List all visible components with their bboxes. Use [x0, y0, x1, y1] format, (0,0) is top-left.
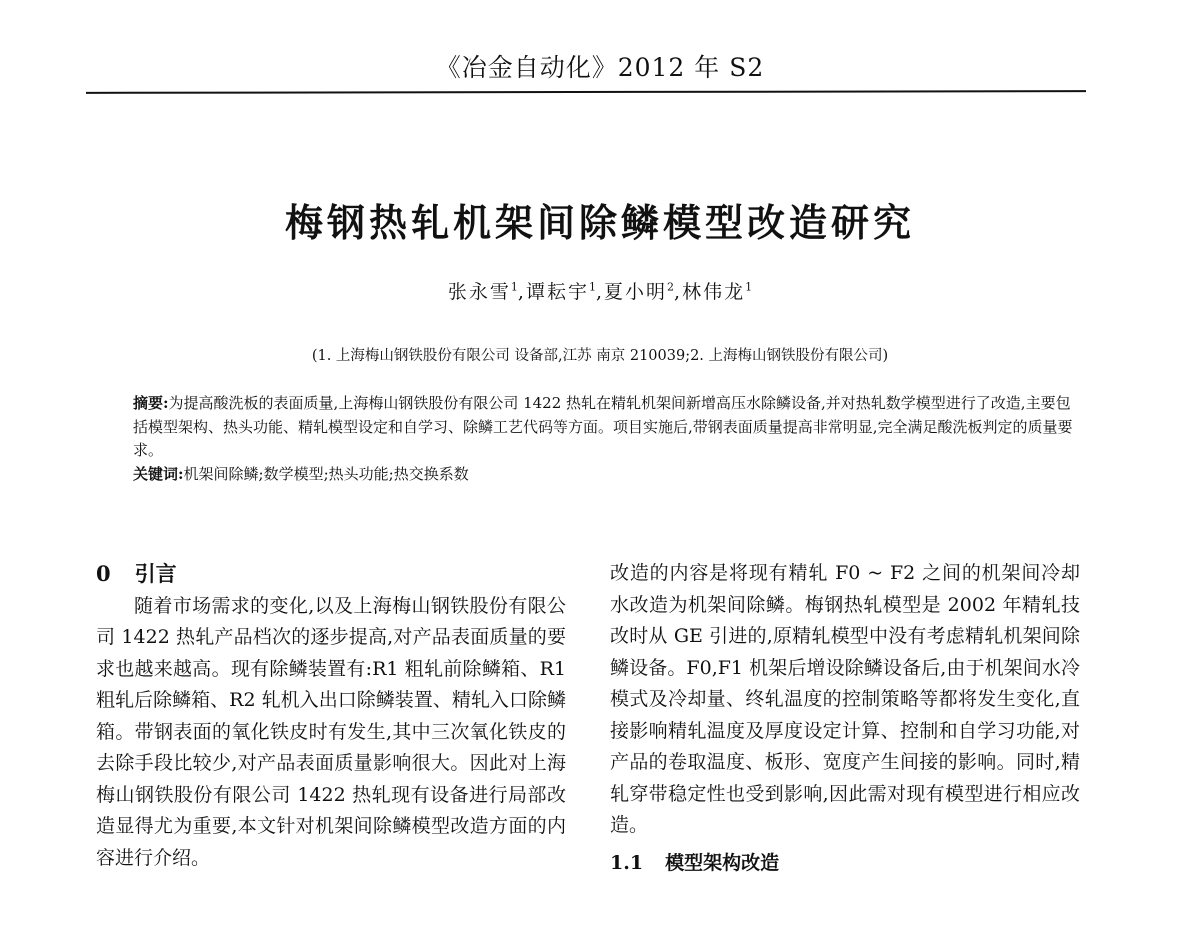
author-list: 张永雪$^1$,谭耘宇$^1$,夏小明$^2$,林伟龙$^1$	[447, 280, 753, 303]
author-affil-mark: 1	[510, 280, 518, 294]
keywords-text: 机架间除鳞;数学模型;热头功能;热交换系数	[183, 464, 469, 483]
subsection-title: 模型架构改造	[665, 851, 780, 874]
affiliation: (1. 上海梅山钢铁股份有限公司 设备部,江苏 南京 210039;2. 上海梅山钢铁股份有限公司)	[311, 348, 889, 364]
right-column	[610, 558, 1080, 879]
keywords-label: 关键词:	[133, 464, 184, 483]
subsection-heading-1-1	[610, 848, 1080, 880]
section-number: 0	[96, 561, 111, 586]
paper-title: 梅钢热轧机架间除鳞模型改造研究	[284, 201, 915, 245]
author-name: 夏小明	[604, 281, 668, 303]
author-name: 张永雪	[447, 281, 511, 303]
left-column	[96, 558, 566, 874]
section-title: 引言	[134, 562, 177, 586]
subsection-number: 1.1	[610, 851, 644, 874]
body-paragraph: 改造的内容是将现有精轧 F0 ~ F2 之间的机架间冷却水改造为机架间除鳞。梅钢热轧模型是 2002 年精轧技改时从 GE 引进的,原精轧模型中没有考虑精轧机架间除鳞设备。F0,F1 机架后增设除鳞设备后,由于机架间水冷模式及冷却量、终轧温度的控制策略等都将发生变化,直接影响精轧温度及厚度设定计算、控制和自学习功能,对产品的卷取温度、板形、宽度产生间接的影响。同时,精轧穿带稳定性也受到影响,因此需对现有模型进行相应改造。	[610, 562, 1080, 836]
intro-paragraph: 随着市场需求的变化,以及上海梅山钢铁股份有限公司 1422 热轧产品档次的逐步提高,对产品表面质量的要求也越来越高。现有除鳞装置有:R1 粗轧前除鳞箱、R1 粗轧后除鳞箱、R2 轧机入出口除鳞装置、精轧入口除鳞箱。带钢表面的氧化铁皮时有发生,其中三次氧化铁皮的去除手段比较少,对产品表面质量影响很大。因此对上海梅山钢铁股份有限公司 1422 热轧现有设备进行局部改造显得尤为重要,本文针对机架间除鳞模型改造方面的内容进行介绍。	[96, 594, 566, 869]
author-affil-mark: 1	[588, 280, 596, 294]
author-affil-mark: 1	[745, 280, 753, 294]
author-name: 林伟龙	[682, 281, 746, 303]
author-affil-mark: 2	[667, 280, 675, 294]
abstract	[133, 392, 1073, 463]
abstract-label: 摘要:	[133, 394, 169, 412]
abstract-block	[133, 392, 1073, 486]
keywords	[133, 463, 1073, 487]
header-rule	[86, 90, 1086, 94]
abstract-text: 为提高酸洗板的表面质量,上海梅山钢铁股份有限公司 1422 热轧在精轧机架间新增高压水除鳞设备,并对热轧数学模型进行了改造,主要包括模型架构、热头功能、精轧模型设定和自学习、除鳞工艺代码等方面。项目实施后,带钢表面质量提高非常明显,完全满足酸洗板判定的质量要求。	[133, 394, 1073, 459]
section-heading-intro	[96, 558, 566, 591]
author-name: 谭耘宇	[525, 281, 589, 303]
journal-header: 《冶金自动化》2012 年 S2	[435, 53, 765, 82]
